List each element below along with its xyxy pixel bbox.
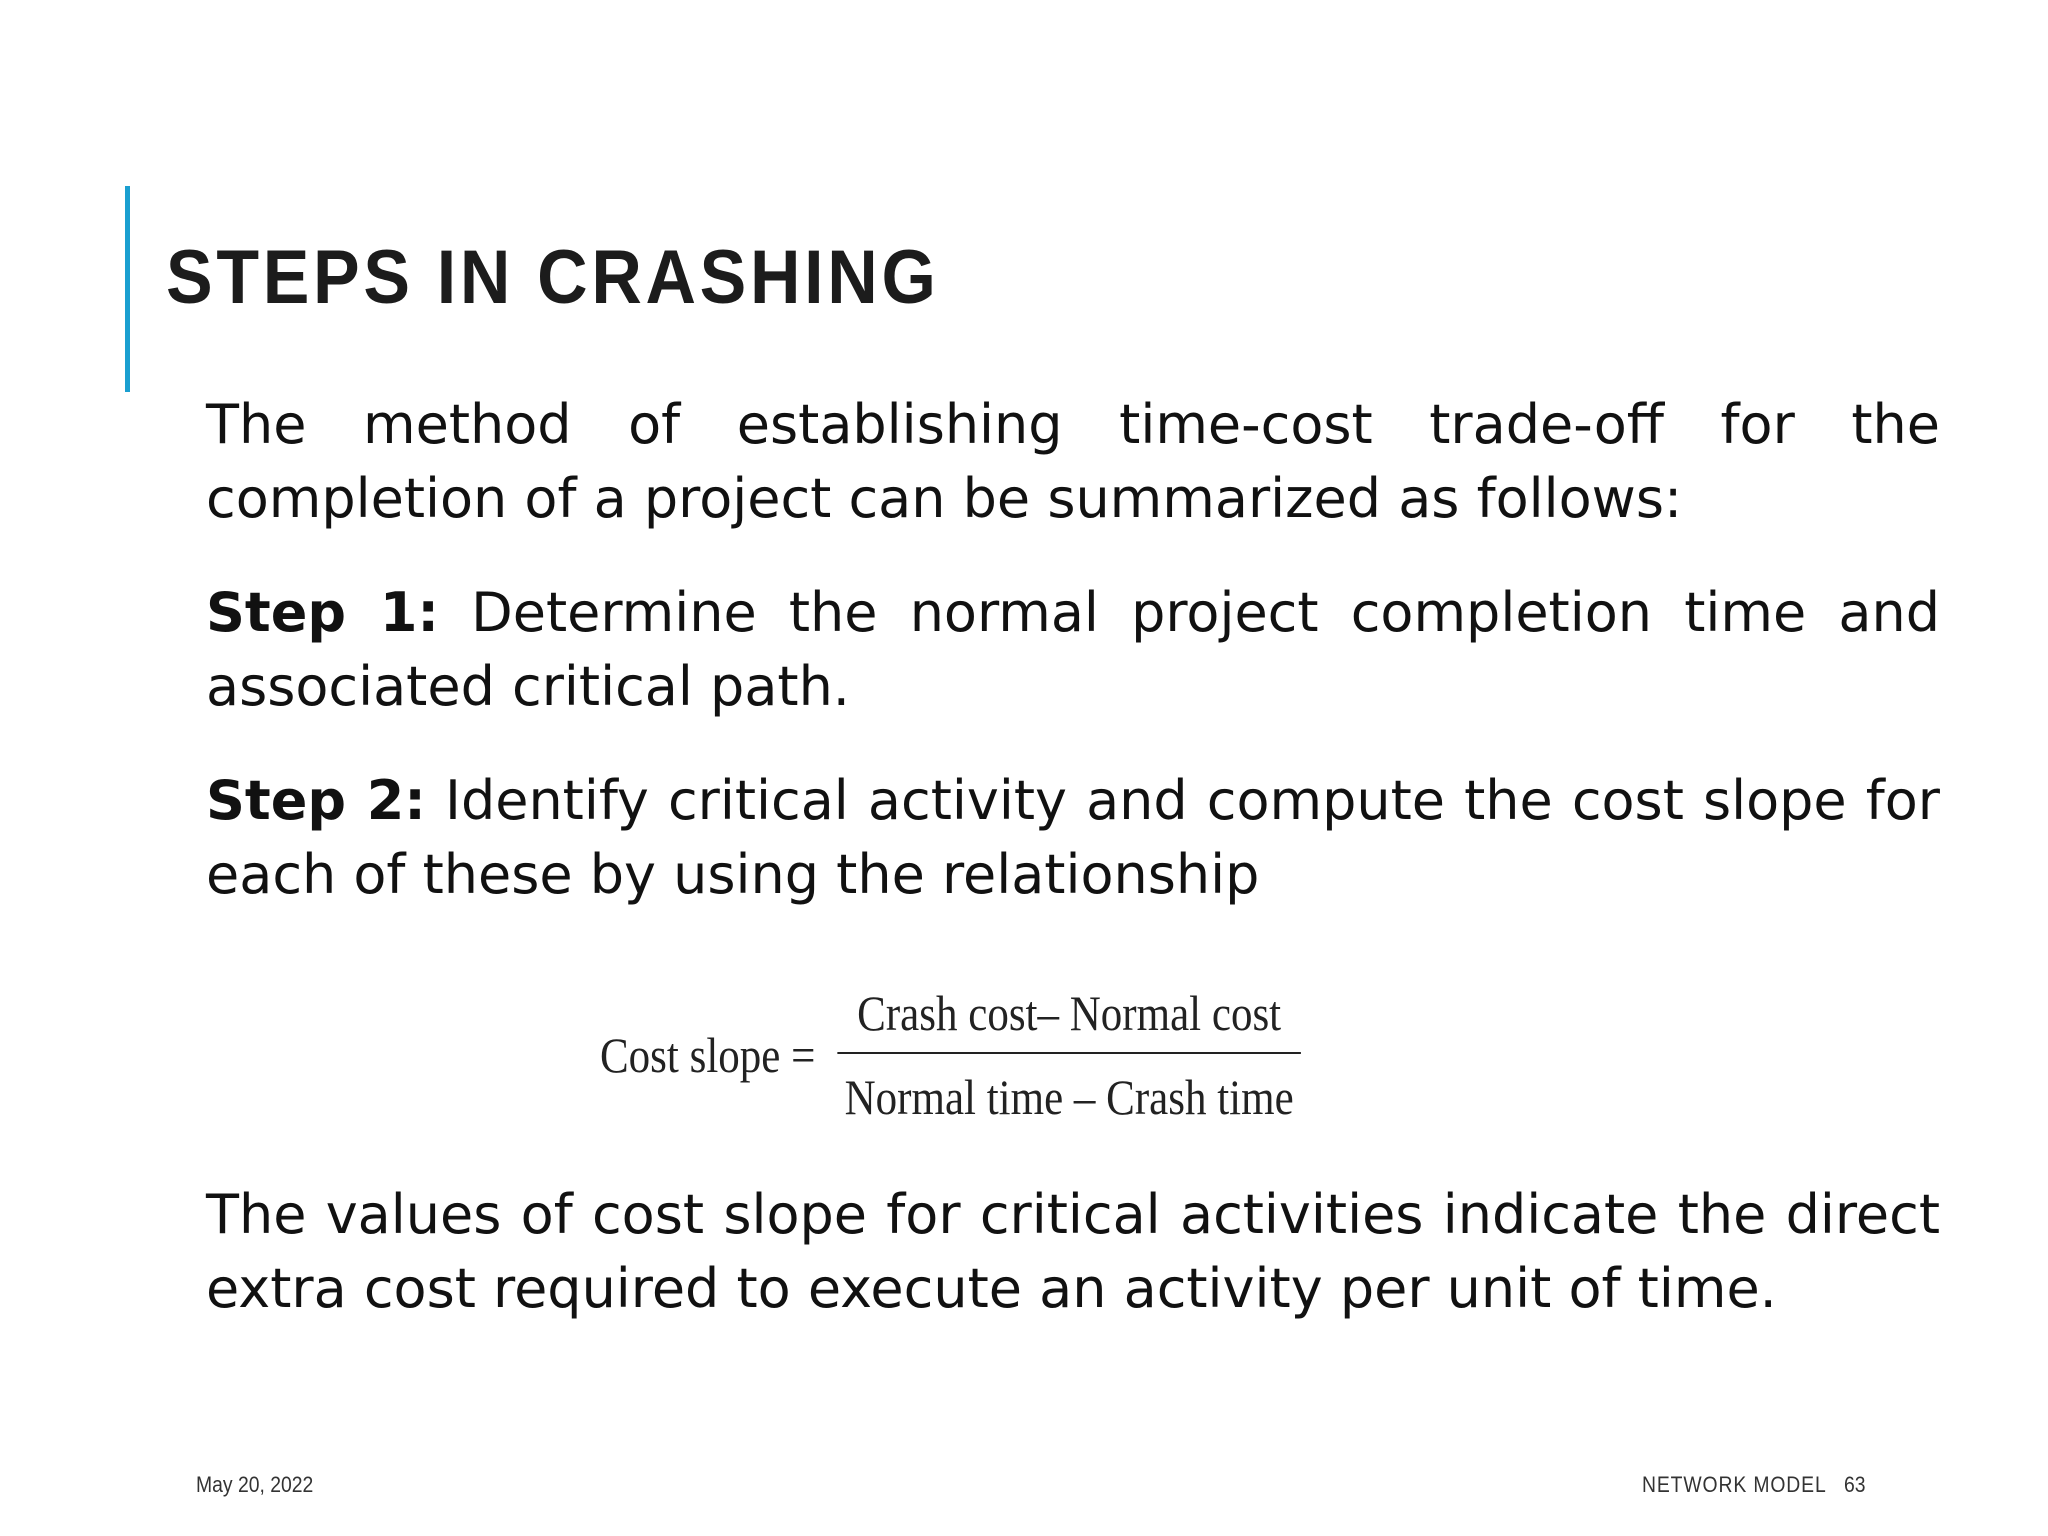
formula-fraction [838,984,1301,1126]
footer-date: May 20, 2022 [196,1472,314,1497]
conclusion-paragraph: The values of cost slope for critical activities indicate the direct extra cost required to execute an activity per unit of time. [206,1183,1940,1320]
step-2-paragraph [206,764,1940,912]
step-1-paragraph [206,576,1940,724]
step-2-text: Identify critical activity and compute the cost slope for each of these by using the relationship [206,769,1940,906]
step-2-label: Step 2: [206,769,426,832]
title-accent-bar [125,186,130,392]
step-1-label: Step 1: [206,581,439,644]
formula-denominator: Normal time – Crash time [844,1069,1294,1125]
intro-paragraph: The method of establishing time-cost trade-off for the completion of a project can be summarized as follows: [206,393,1940,530]
footer-label: NETWORK MODEL [1642,1472,1827,1497]
cost-slope-formula [600,984,1301,1126]
formula-numerator: Crash cost– Normal cost [857,985,1282,1041]
step-1-text: Determine the normal project completion time and associated critical path. [206,581,1940,718]
slide-title: STEPS IN CRASHING [166,235,940,320]
formula-lhs: Cost slope = [600,1027,816,1083]
slide-number: 63 [1844,1472,1866,1497]
